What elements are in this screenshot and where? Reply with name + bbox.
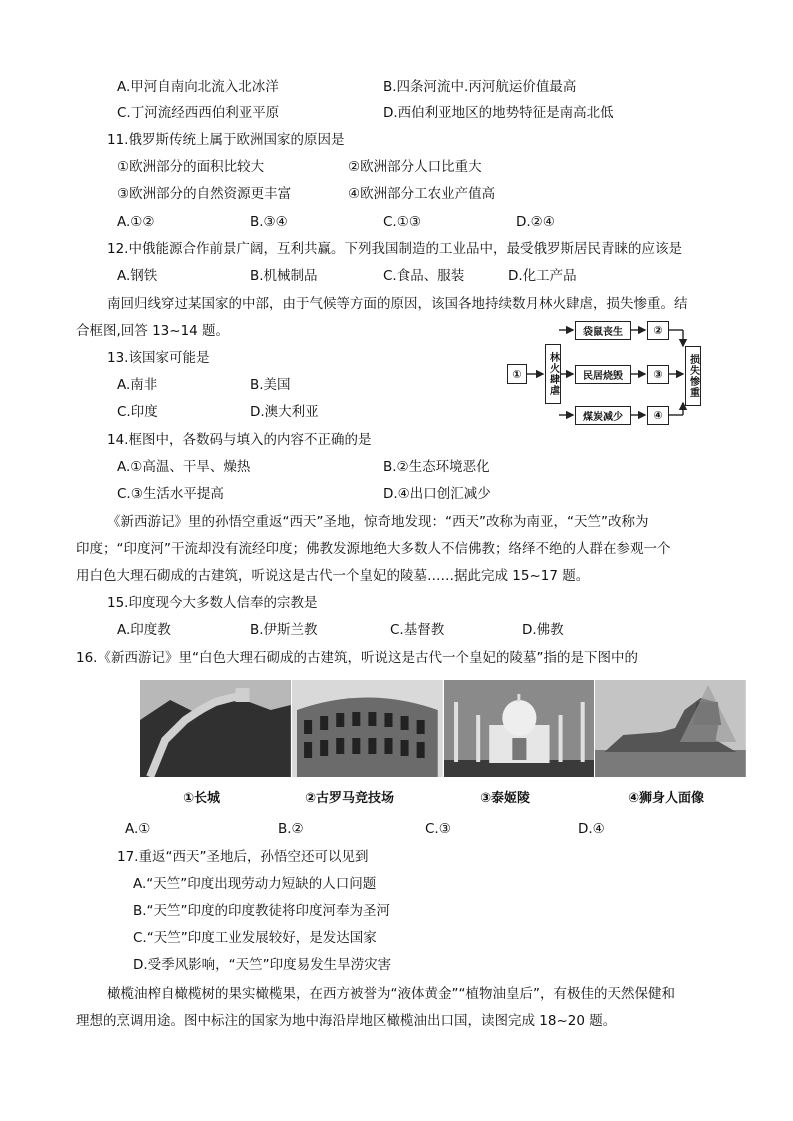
- caption-taj-mahal: ③泰姬陵: [480, 791, 531, 806]
- q14-option-a: A.①高温、干旱、燥热: [117, 459, 251, 475]
- flowchart-node-1: ①: [507, 364, 527, 384]
- q13-option-b: B.美国: [250, 377, 291, 393]
- q16-stem: 16.《新西游记》里“白色大理石砌成的古建筑，听说这是古代一个皇妃的陵墓”指的是下图中的: [76, 650, 638, 666]
- q13-option-d: D.澳大利亚: [250, 404, 319, 420]
- q11-stem: 11.俄罗斯传统上属于欧洲国家的原因是: [107, 132, 345, 148]
- q12-option-b: B.机械制品: [250, 268, 318, 284]
- q11-statement-4: ④欧洲部分工农业产值高: [348, 186, 496, 202]
- passage-15-17-line-2: 印度；“印度河”干流却没有流经印度；佛教发源地绝大多数人不信佛教；络绎不绝的人群在参观一个: [76, 541, 671, 557]
- q13-option-a: A.南非: [117, 377, 158, 393]
- q10-option-c: C.丁河流经西西伯利亚平原: [117, 105, 280, 121]
- flowchart-kangaroo-deaths: 袋鼠丧生: [575, 321, 631, 340]
- colosseum-photo: [292, 680, 444, 777]
- landmark-photo-strip: [140, 680, 747, 777]
- q11-option-d: D.②④: [516, 214, 555, 230]
- q16-option-d: D.④: [578, 821, 605, 837]
- flowchart-heavy-loss: 损失惨重: [685, 346, 701, 406]
- q13-stem: 13.该国家可能是: [107, 350, 210, 366]
- passage-13-14-line-2: 合框图,回答 13~14 题。: [76, 323, 230, 339]
- q14-option-c: C.③生活水平提高: [117, 486, 224, 502]
- q14-option-b: B.②生态环境恶化: [383, 459, 490, 475]
- q16-option-b: B.②: [278, 821, 304, 837]
- q13-option-c: C.印度: [117, 404, 158, 420]
- q10-option-d: D.西伯利亚地区的地势特征是南高北低: [383, 105, 614, 121]
- q16-option-c: C.③: [425, 821, 451, 837]
- q15-stem: 15.印度现今大多数人信奉的宗教是: [107, 595, 318, 611]
- q11-option-b: B.③④: [250, 214, 288, 230]
- flowchart-coal-reduced: 煤炭减少: [575, 406, 631, 425]
- q16-option-a: A.①: [125, 821, 151, 837]
- q15-option-c: C.基督教: [390, 622, 445, 638]
- q11-option-c: C.①③: [383, 214, 421, 230]
- q17-option-a: A.“天竺”印度出现劳动力短缺的人口问题: [133, 876, 377, 892]
- passage-15-17-line-3: 用白色大理石砌成的古建筑，听说这是古代一个皇妃的陵墓……据此完成 15~17 题。: [76, 568, 590, 584]
- q12-option-d: D.化工产品: [508, 268, 577, 284]
- great-wall-photo: [140, 680, 292, 777]
- q17-option-b: B.“天竺”印度的印度教徒将印度河奉为圣河: [133, 903, 391, 919]
- q14-option-d: D.④出口创汇减少: [383, 486, 491, 502]
- flowchart-node-3: ③: [647, 365, 669, 384]
- q11-statement-2: ②欧洲部分人口比重大: [348, 159, 482, 175]
- q15-option-a: A.印度教: [117, 622, 171, 638]
- caption-sphinx: ④狮身人面像: [628, 791, 705, 806]
- q17-option-d: D.受季风影响，“天竺”印度易发生旱涝灾害: [133, 957, 392, 973]
- q17-stem: 17.重返“西天”圣地后，孙悟空还可以见到: [117, 849, 369, 865]
- q11-statement-3: ③欧洲部分的自然资源更丰富: [117, 186, 292, 202]
- caption-colosseum: ②古罗马竞技场: [305, 791, 395, 806]
- flowchart-node-4: ④: [647, 406, 669, 425]
- passage-18-20-line-1: 橄榄油榨自橄榄树的果实橄榄果，在西方被誉为“液体黄金”“植物油皇后”，有极佳的天然保健和: [107, 986, 675, 1002]
- flowchart-node-2: ②: [647, 321, 669, 340]
- q15-option-b: B.伊斯兰教: [250, 622, 318, 638]
- caption-great-wall: ①长城: [183, 791, 221, 806]
- q12-stem: 12.中俄能源合作前景广阔，互利共赢。下列我国制造的工业品中，最受俄罗斯居民青睐的应该是: [107, 241, 682, 257]
- q10-option-b: B.四条河流中.丙河航运价值最高: [383, 79, 577, 95]
- flowchart-homes-burned: 民居烧毁: [575, 365, 631, 384]
- q12-option-c: C.食品、服装: [383, 268, 465, 284]
- q17-option-c: C.“天竺”印度工业发展较好，是发达国家: [133, 930, 377, 946]
- flowchart-forest-fire: 林火肆虐: [545, 344, 561, 404]
- q14-stem: 14.框图中，各数码与填入的内容不正确的是: [107, 432, 372, 448]
- q11-option-a: A.①②: [117, 214, 155, 230]
- q15-option-d: D.佛教: [522, 622, 564, 638]
- passage-13-14-line-1: 南回归线穿过某国家的中部，由于气候等方面的原因，该国各地持续数月林火肆虐，损失惨重。结: [107, 296, 688, 312]
- passage-15-17-line-1: 《新西游记》里的孙悟空重返“西天”圣地，惊奇地发现：“西天”改称为南亚，“天竺”改称为: [107, 514, 649, 530]
- passage-18-20-line-2: 理想的烹调用途。图中标注的国家为地中海沿岸地区橄榄油出口国，读图完成 18~20 题。: [76, 1013, 617, 1029]
- forest-fire-flowchart: [505, 318, 717, 430]
- q12-option-a: A.钢铁: [117, 268, 158, 284]
- q11-statement-1: ①欧洲部分的面积比较大: [117, 159, 265, 175]
- taj-mahal-photo: [444, 680, 596, 777]
- q10-option-a: A.甲河自南向北流入北冰洋: [117, 79, 279, 95]
- sphinx-photo: [595, 680, 747, 777]
